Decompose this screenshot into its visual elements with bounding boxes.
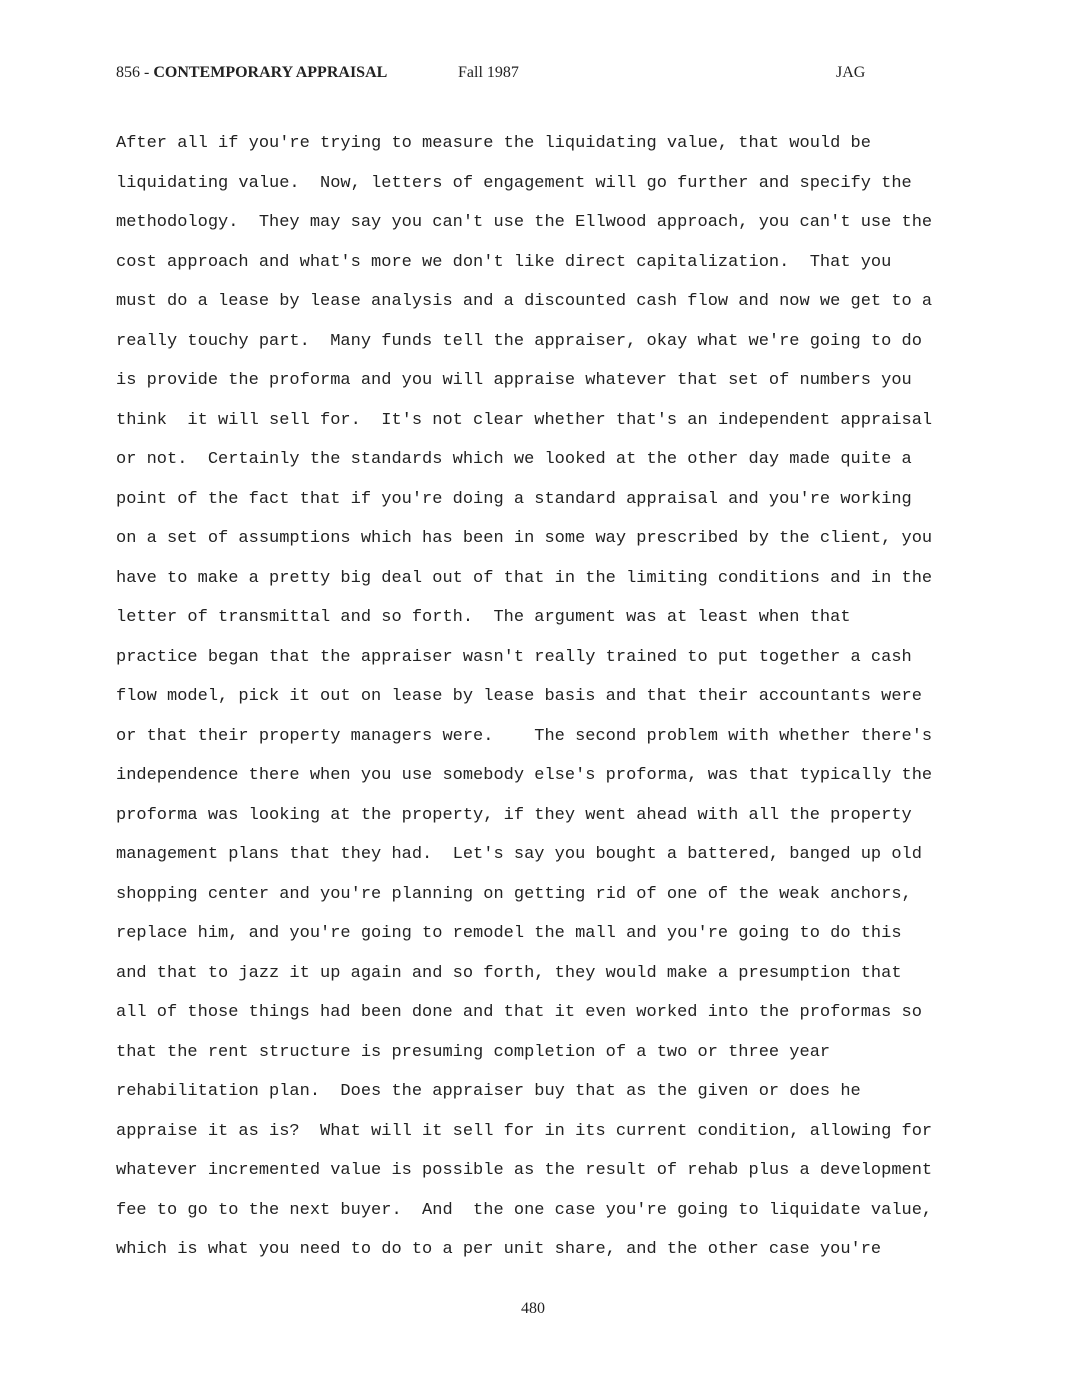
text-line: which is what you need to do to a per unit share, and the other case you're [116, 1240, 882, 1259]
text-line: management plans that they had. Let's say you bought a battered, banged up old [116, 845, 922, 864]
text-line: shopping center and you're planning on getting rid of one of the weak anchors, [116, 884, 912, 904]
header-initials: JAG [836, 64, 866, 81]
course-number: 856 - [116, 64, 154, 81]
text-line: whatever incremented value is possible as the result of rehab plus a development [116, 1161, 933, 1180]
text-line: is provide the proforma and you will appraise whatever that set of numbers you [116, 371, 912, 390]
text-line: all of those things had been done and that it even worked into the proformas so [116, 1003, 922, 1022]
text-line: really touchy part. Many funds tell the appraiser, okay what we're going to do [116, 331, 922, 351]
text-line: rehabilitation plan. Does the appraiser buy that as the given or does he [116, 1082, 861, 1101]
text-line: After all if you're trying to measure the liquidating value, that would be [116, 134, 871, 153]
text-line: that the rent structure is presuming completion of a two or three year [116, 1042, 831, 1062]
text-line: proforma was looking at the property, if they went ahead with all the property [116, 805, 912, 825]
text-line: or not. Certainly the standards which we looked at the other day made quite a [116, 450, 912, 469]
text-line: have to make a pretty big deal out of that in the limiting conditions and in the [116, 568, 933, 588]
text-line: must do a lease by lease analysis and a discounted cash flow and now we get to a [116, 292, 933, 311]
text-line: on a set of assumptions which has been in some way prescribed by the client, you [116, 529, 933, 548]
text-line: practice began that the appraiser wasn't really trained to put together a cash [116, 647, 912, 667]
text-line: liquidating value. Now, letters of engagement will go further and specify the [116, 173, 912, 193]
text-line: independence there when you use somebody else's proforma, was that typically the [116, 766, 933, 785]
course-title: CONTEMPORARY APPRAISAL [153, 64, 388, 81]
text-line: and that to jazz it up again and so forth, they would make a presumption that [116, 963, 902, 983]
header-course [116, 62, 387, 84]
text-line: replace him, and you're going to remodel the mall and you're going to do this [116, 924, 902, 943]
transcript-body [116, 124, 966, 1270]
text-line: fee to go to the next buyer. And the one case you're going to liquidate value, [116, 1200, 933, 1220]
text-line: methodology. They may say you can't use the Ellwood approach, you can't use the [116, 213, 933, 232]
page-number: 480 [521, 1300, 545, 1317]
text-line: appraise it as is? What will it sell for in its current condition, allowing for [116, 1121, 933, 1141]
text-line: flow model, pick it out on lease by lease basis and that their accountants were [116, 687, 922, 706]
text-line: think it will sell for. It's not clear whether that's an independent appraisal [116, 410, 933, 430]
header-term: Fall 1987 [458, 64, 519, 81]
text-line: letter of transmittal and so forth. The argument was at least when that [116, 608, 851, 627]
page-header [0, 62, 1066, 86]
text-line: point of the fact that if you're doing a standard appraisal and you're working [116, 489, 912, 509]
text-line: cost approach and what's more we don't like direct capitalization. That you [116, 252, 892, 272]
text-line: or that their property managers were. The second problem with whether there's [116, 726, 933, 746]
